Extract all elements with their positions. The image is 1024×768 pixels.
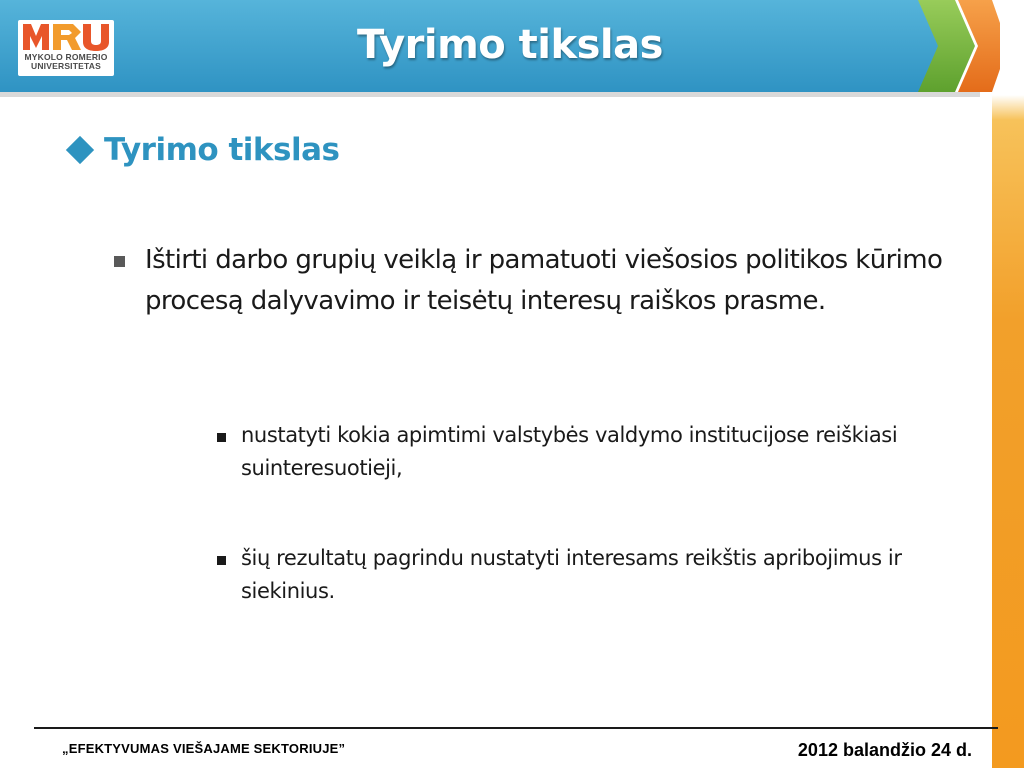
main-bullet-text: Ištirti darbo grupių veiklą ir pamatuoti viešosios politikos kūrimo procesą dalyvavimo ir teisėtų interesų raiškos prasme.: [145, 245, 943, 316]
side-accent-strip: [992, 0, 1024, 768]
mru-logo-icon: [21, 22, 111, 52]
sub-bullet-text: šių rezultatų pagrindu nustatyti interesams reikštis apribojimus ir siekinius.: [241, 546, 902, 603]
section-heading-text: Tyrimo tikslas: [104, 132, 340, 168]
footer-date: 2012 balandžio 24 d.: [797, 740, 972, 760]
logo-text-line2: UNIVERSITETAS: [31, 61, 101, 71]
square-bullet-icon: [217, 556, 226, 565]
footer-event-name: „EFEKTYVUMAS VIEŠAJAME SEKTORIUJE”: [62, 741, 346, 756]
section-heading: [62, 128, 340, 172]
square-bullet-icon: [114, 256, 125, 267]
university-logo: [18, 20, 114, 76]
sub-bullet-text: nustatyti kokia apimtimi valstybės valdymo institucijose reiškiasi suinteresuotieji,: [241, 423, 898, 480]
slide-title: Tyrimo tikslas: [357, 22, 663, 68]
footer-divider: [34, 727, 998, 729]
logo-text-line1: MYKOLO ROMERIO: [24, 52, 108, 62]
square-bullet-icon: [217, 433, 226, 442]
diamond-bullet-icon: [66, 136, 94, 164]
